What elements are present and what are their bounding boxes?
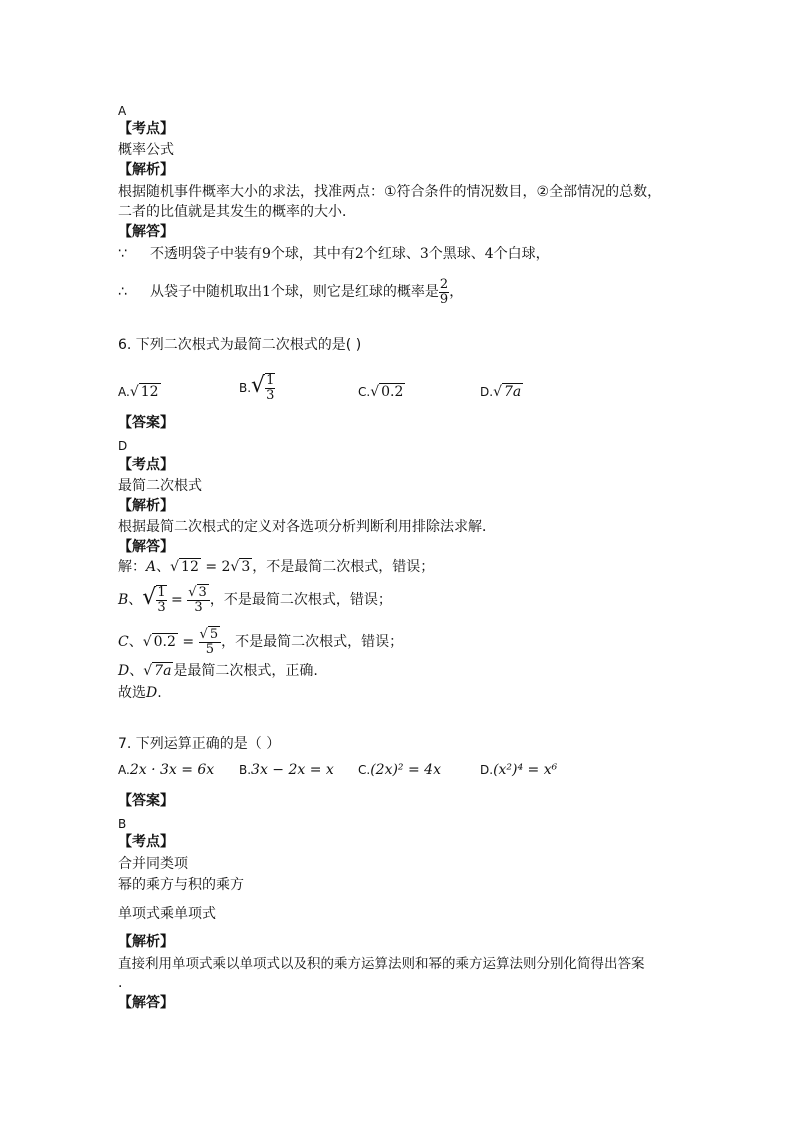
heading-jieda: 【解答】	[118, 539, 174, 555]
q6-option-d	[480, 384, 523, 400]
result-fraction	[187, 586, 210, 615]
text: 解：	[118, 559, 146, 575]
radicand-fraction	[156, 585, 166, 615]
text: ，不是最简二次根式，错误；	[209, 592, 392, 608]
fraction	[439, 278, 449, 307]
radicand: 5	[209, 626, 219, 642]
sqrt-symbol: √	[142, 585, 157, 610]
radicand: 3	[198, 584, 207, 600]
expression: 3x − 2x = x	[251, 762, 334, 778]
answer-letter: D	[146, 685, 158, 701]
text: 、	[128, 592, 143, 608]
sqrt-symbol: √	[142, 634, 152, 650]
jiexi-text-1: 根据随机事件概率大小的求法，找准两点：①符合条件的情况数目，②全部情况的总数，	[118, 184, 662, 200]
sqrt-symbol: √	[170, 559, 180, 575]
option-label: D.	[480, 385, 494, 399]
option-label: C.	[358, 385, 371, 399]
text: 个球，其中有	[270, 246, 355, 262]
radicand: 0.2	[381, 384, 404, 400]
sqrt-symbol: √	[129, 384, 139, 400]
number: 3	[419, 246, 429, 262]
equals: =	[177, 634, 199, 650]
jiexi-text-2: .	[118, 975, 123, 991]
option-label: A.	[118, 763, 130, 777]
heading-kaodian: 【考点】	[118, 121, 174, 137]
radicand: 3	[241, 559, 251, 575]
number: 2	[354, 246, 364, 262]
option-letter: B	[118, 592, 129, 608]
equals: =	[166, 592, 188, 608]
option-label: A.	[118, 385, 130, 399]
solution-step-c	[118, 622, 403, 662]
because-symbol: ∵	[118, 246, 127, 262]
q6-option-c	[358, 384, 405, 400]
radicand-fraction	[265, 373, 275, 403]
text: 个红球、	[363, 246, 420, 262]
expression: 2x · 3x = 6x	[129, 762, 215, 778]
option-label: C.	[358, 763, 371, 777]
heading-jieda: 【解答】	[118, 224, 174, 240]
radicand: 0.2	[153, 634, 176, 650]
denominator: 3	[157, 600, 166, 615]
heading-jiexi: 【解析】	[118, 934, 174, 950]
q6-option-a	[118, 384, 161, 400]
radicand: 12	[181, 559, 199, 575]
solution-step-a	[118, 558, 434, 576]
question-6-stem: 6. 下列二次根式为最简二次根式的是( )	[118, 337, 362, 353]
equation: = 2	[200, 559, 231, 575]
jiexi-text: 根据最简二次根式的定义对各选项分析判断利用排除法求解．	[118, 519, 496, 535]
expression: (2x)² = 4x	[370, 762, 441, 778]
heading-kaodian: 【考点】	[118, 834, 174, 850]
q7-option-b	[239, 762, 334, 778]
jiexi-text-1: 直接利用单项式乘以单项式以及积的乘方运算法则和幂的乘方运算法则分别化简得出答案	[118, 956, 645, 972]
numerator: 1	[157, 585, 166, 600]
numerator: 2	[439, 276, 449, 292]
jiexi-text-2: 二者的比值就是其发生的概率的大小．	[118, 204, 356, 220]
text: ，不是最简二次根式，错误；	[221, 634, 404, 650]
kaodian-text: 最简二次根式	[118, 478, 202, 494]
therefore-symbol: ∴	[118, 284, 127, 300]
text: 个黑球、	[428, 246, 485, 262]
number: 4	[484, 246, 494, 262]
text: 、	[156, 559, 171, 575]
heading-jiexi: 【解析】	[118, 498, 174, 514]
option-letter: A	[146, 559, 157, 575]
option-label: B.	[239, 381, 252, 395]
text: 从袋子中随机取出	[150, 284, 262, 300]
text: 不透明袋子中装有	[150, 246, 262, 262]
q6-option-b	[239, 366, 275, 408]
result-fraction	[199, 628, 222, 657]
answer-letter: B	[118, 817, 127, 831]
radicand: 7a	[154, 663, 172, 679]
heading-daan: 【答案】	[118, 415, 174, 431]
sqrt-symbol: √	[251, 373, 266, 398]
number: 9	[262, 246, 271, 262]
denominator: 3	[266, 388, 275, 403]
sqrt-symbol: √	[370, 384, 380, 400]
heading-jieda: 【解答】	[118, 995, 174, 1011]
kaodian-text-2: 幂的乘方与积的乘方	[118, 877, 244, 893]
solution-line-because	[118, 245, 550, 263]
q7-option-a	[118, 762, 214, 778]
numerator: 1	[266, 373, 275, 388]
q7-option-c	[358, 762, 441, 778]
radicand: 7a	[503, 384, 522, 400]
solution-step-b	[118, 578, 392, 618]
option-label: D.	[480, 763, 494, 777]
answer-letter: D	[118, 439, 128, 453]
text: 、	[129, 663, 144, 679]
sqrt-symbol: √	[143, 663, 153, 679]
expression: (x²)⁴ = x⁶	[493, 762, 558, 778]
text: 是最简二次根式，正确.	[173, 663, 318, 679]
heading-daan: 【答案】	[118, 793, 174, 809]
sqrt-symbol: √	[188, 584, 197, 600]
text: 、	[128, 634, 143, 650]
numerator	[187, 586, 210, 601]
text: 故选	[118, 685, 146, 701]
kaodian-text-3: 单项式乘单项式	[118, 906, 216, 922]
sqrt-symbol: √	[493, 384, 502, 400]
denominator: 3	[194, 599, 203, 615]
sqrt-symbol: √	[230, 559, 240, 575]
number: 1	[262, 284, 271, 300]
radicand: 12	[140, 384, 159, 400]
heading-kaodian: 【考点】	[118, 457, 174, 473]
option-label: B.	[239, 763, 252, 777]
text: 个球，则它是红球的概率是	[270, 284, 439, 300]
text: ，	[449, 284, 464, 300]
kaodian-text: 概率公式	[118, 142, 174, 158]
denominator: 5	[205, 641, 214, 657]
text: .	[157, 685, 162, 701]
heading-jiexi: 【解析】	[118, 162, 174, 178]
solution-step-d	[118, 662, 318, 680]
solution-line-therefore	[118, 270, 463, 314]
option-letter: D	[118, 663, 130, 679]
denominator: 9	[439, 291, 449, 307]
final-choice	[118, 684, 162, 702]
sqrt-symbol: √	[199, 626, 208, 642]
option-letter: C	[118, 634, 129, 650]
text: ，不是最简二次根式，错误；	[252, 559, 435, 575]
q7-option-d	[480, 762, 557, 778]
numerator	[199, 628, 222, 643]
question-7-stem: 7. 下列运算正确的是（ ）	[118, 736, 281, 752]
text: 个白球，	[493, 246, 550, 262]
kaodian-text-1: 合并同类项	[118, 856, 188, 872]
answer-letter: A	[118, 104, 127, 118]
